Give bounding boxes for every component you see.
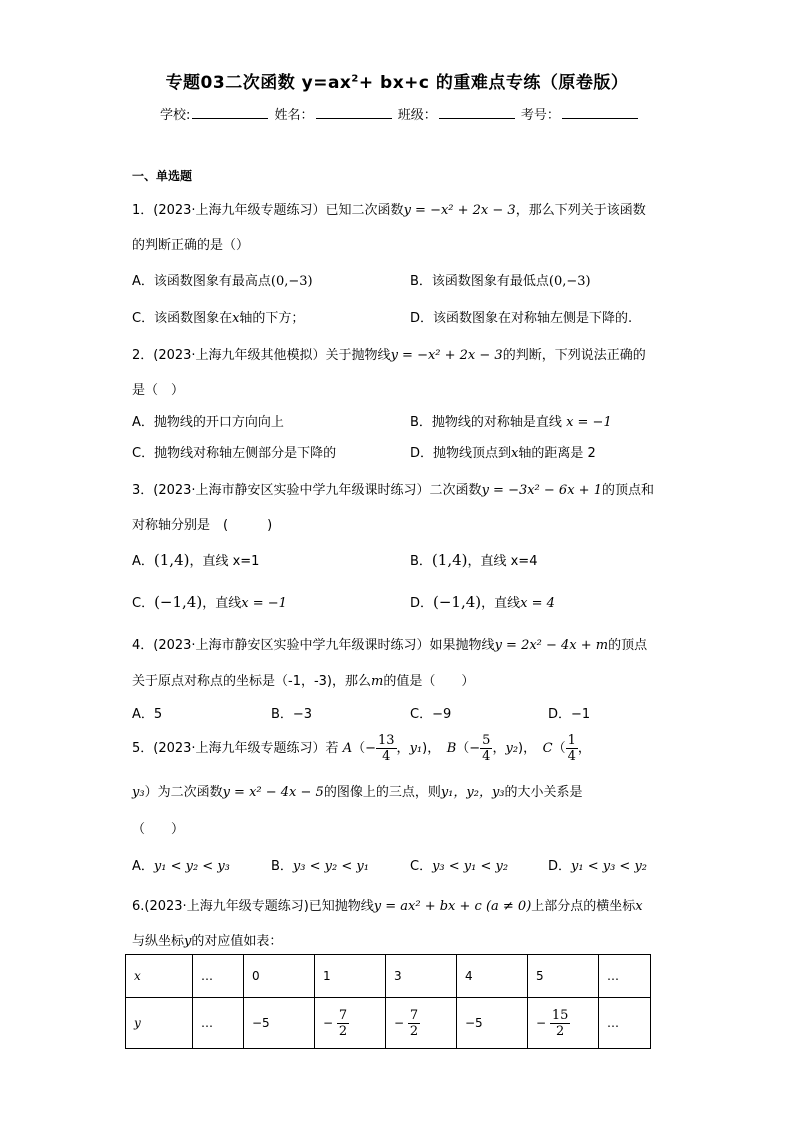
q4-option-c[interactable]: C．−9 <box>410 707 452 722</box>
question-5-stem-cont: y₃）为二次函数y = x² − 4x − 5的图像上的三点，则y₁，y₂，y₃的大小关系是 <box>132 785 583 800</box>
exam-no-blank[interactable] <box>562 106 638 119</box>
question-3-stem-cont: 对称轴分别是 ( ) <box>132 518 273 533</box>
question-4-stem-cont: 关于原点对称点的坐标是（-1，-3)，那么m的值是（ ） <box>132 674 475 689</box>
table-cell: x <box>126 955 193 998</box>
table-row-y <box>126 998 651 1049</box>
class-label: 班级： <box>397 108 437 123</box>
q5-option-b[interactable]: B．y₃ < y₂ < y₁ <box>271 859 369 874</box>
table-cell: −5 <box>457 998 528 1049</box>
table-cell: − $\frac{7}{2}$ <box>386 998 457 1049</box>
table-cell: 0 <box>244 955 315 998</box>
table-cell: −5 <box>244 998 315 1049</box>
value-table <box>125 954 651 1049</box>
table-cell: … <box>599 998 651 1049</box>
student-info-line <box>160 104 640 123</box>
q3-option-c[interactable]: C．(−1,4)，直线x = −1 <box>132 593 287 611</box>
question-2-stem: 2．(2023·上海九年级其他模拟）关于抛物线y = −x² + 2x − 3的判断，下列说法正确的 <box>132 348 646 363</box>
school-blank[interactable] <box>192 106 268 119</box>
q2-option-b[interactable]: B．抛物线的对称轴是直线 x = −1 <box>410 415 612 430</box>
page-title: 专题03二次函数 $y=ax^2+ bx+c$ 的重难点专练（原卷版） <box>165 73 629 93</box>
class-blank[interactable] <box>439 106 515 119</box>
q3-option-b[interactable]: B．(1,4)，直线 x=4 <box>410 551 538 569</box>
q2-option-c[interactable]: C．抛物线对称轴左侧部分是下降的 <box>132 446 337 461</box>
name-blank[interactable] <box>316 106 392 119</box>
q4-option-a[interactable]: A．5 <box>132 707 163 722</box>
exam-no-label: 考号： <box>520 108 560 123</box>
question-6-stem: 6.(2023·上海九年级专题练习)已知抛物线y = ax² + bx + c (a ≠ 0)上部分点的横坐标x <box>132 899 643 914</box>
fraction-a: $\frac{13}{4}$ <box>378 733 395 764</box>
q3-option-d[interactable]: D．(−1,4)，直线x = 4 <box>410 593 555 611</box>
q1-option-d[interactable]: D．该函数图象在对称轴左侧是下降的. <box>410 311 633 326</box>
name-label: 姓名： <box>274 108 314 123</box>
table-cell: 1 <box>315 955 386 998</box>
table-cell: − $\frac{7}{2}$ <box>315 998 386 1049</box>
table-cell: … <box>193 955 244 998</box>
fraction-c: $\frac{1}{4}$ <box>567 733 576 764</box>
question-5-blank: （ ） <box>132 822 185 837</box>
q5-option-a[interactable]: A．y₁ < y₂ < y₃ <box>132 859 230 874</box>
q2-option-d[interactable]: D．抛物线顶点到x轴的距离是 2 <box>410 446 596 461</box>
question-3-stem: 3．(2023·上海市静安区实验中学九年级课时练习）二次函数y = −3x² − 6x + 1的顶点和 <box>132 483 654 498</box>
section-heading: 一、单选题 <box>132 169 193 183</box>
table-cell: y <box>126 998 193 1049</box>
school-label: 学校: <box>160 108 191 123</box>
table-cell: 5 <box>528 955 599 998</box>
q1-option-b[interactable]: B．该函数图象有最低点(0,−3) <box>410 274 591 289</box>
question-1-stem: 1．(2023·上海九年级专题练习）已知二次函数y = −x² + 2x − 3，那么下列关于该函数 <box>132 203 646 218</box>
question-5-stem: 5．(2023·上海九年级专题练习）若 A（− $\frac{13}{4}$ ，y₁)， B（− $\frac{5}{4}$ ，y₂)， C（ $\frac{1}{4}$ ， <box>132 733 591 764</box>
q3-option-a[interactable]: A．(1,4)，直线 x=1 <box>132 551 260 569</box>
table-cell: 3 <box>386 955 457 998</box>
table-cell: 4 <box>457 955 528 998</box>
q1-option-c[interactable]: C．该函数图象在x轴的下方； <box>132 311 305 326</box>
q4-option-b[interactable]: B．−3 <box>271 707 313 722</box>
table-row-x <box>126 955 651 998</box>
q1-option-a[interactable]: A．该函数图象有最高点(0,−3) <box>132 274 313 289</box>
q4-option-d[interactable]: D．−1 <box>548 707 591 722</box>
question-1-stem-cont: 的判断正确的是（） <box>132 238 250 253</box>
question-2-stem-cont: 是（ ） <box>132 383 185 398</box>
fraction-b: $\frac{5}{4}$ <box>482 733 491 764</box>
question-6-stem-cont: 与纵坐标y的对应值如表： <box>132 934 283 949</box>
table-cell: … <box>193 998 244 1049</box>
table-cell: … <box>599 955 651 998</box>
table-cell: − $\frac{15}{2}$ <box>528 998 599 1049</box>
q5-option-d[interactable]: D．y₁ < y₃ < y₂ <box>548 859 647 874</box>
question-4-stem: 4．(2023·上海市静安区实验中学九年级课时练习）如果抛物线y = 2x² − 4x + m的顶点 <box>132 638 648 653</box>
q5-option-c[interactable]: C．y₃ < y₁ < y₂ <box>410 859 509 874</box>
q2-option-a[interactable]: A．抛物线的开口方向向上 <box>132 415 284 430</box>
